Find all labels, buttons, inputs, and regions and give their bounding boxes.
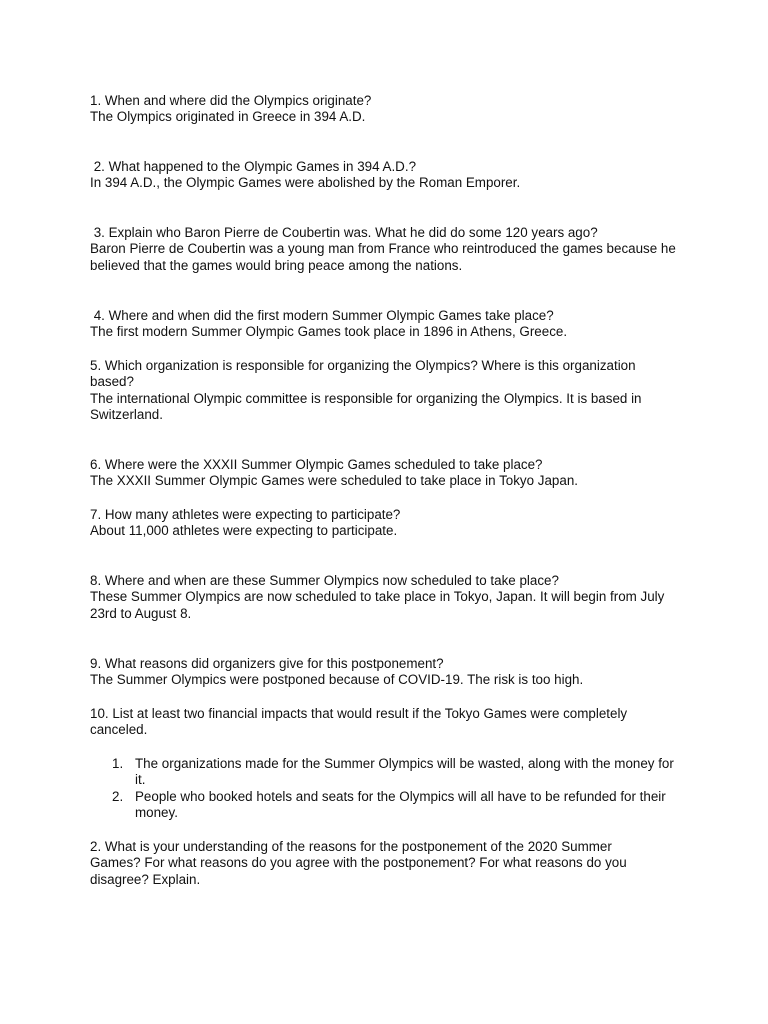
question-8: 8. Where and when are these Summer Olympics now scheduled to take place?	[90, 573, 559, 588]
question-9: 9. What reasons did organizers give for this postponement?	[90, 656, 444, 671]
list-item-text: People who booked hotels and seats for the Olympics will all have to be refunded for their money.	[135, 788, 666, 821]
answer-9: The Summer Olympics were postponed because of COVID-19. The risk is too high.	[90, 672, 584, 688]
question-5: 5. Which organization is responsible for organizing the Olympics? Where is this organization based?	[90, 358, 636, 390]
qa-block-6	[90, 457, 690, 490]
qa-block-10	[90, 706, 690, 739]
qa-block-9	[90, 656, 690, 689]
answer-6: The XXXII Summer Olympic Games were scheduled to take place in Tokyo Japan.	[90, 473, 578, 489]
answer-4: The first modern Summer Olympic Games took place in 1896 in Athens, Greece.	[90, 324, 568, 340]
question-1: 1. When and where did the Olympics originate?	[90, 93, 372, 108]
qa-block-final	[90, 839, 690, 888]
final-question: 2. What is your understanding of the reasons for the postponement of the 2020 Summer Games? For what reasons do you agree with the postponement? For what reasons do you disagree? Explain.	[90, 839, 627, 887]
qa-block-4	[90, 308, 690, 341]
answer-7: About 11,000 athletes were expecting to participate.	[90, 523, 398, 539]
list-item	[90, 789, 680, 822]
qa-block-8	[90, 573, 690, 622]
answer-8: These Summer Olympics are now scheduled to take place in Tokyo, Japan. It will begin from July 23rd to August 8.	[90, 589, 665, 621]
answer-2: In 394 A.D., the Olympic Games were abolished by the Roman Emporer.	[90, 175, 521, 191]
question-3: 3. Explain who Baron Pierre de Coubertin was. What he did do some 120 years ago?	[90, 225, 598, 240]
list-item-text: The organizations made for the Summer Olympics will be wasted, along with the money for it.	[135, 756, 674, 788]
qa-block-1	[90, 93, 690, 126]
question-2: 2. What happened to the Olympic Games in 394 A.D.?	[90, 159, 417, 174]
qa-block-5	[90, 358, 690, 424]
qa-block-7	[90, 507, 690, 540]
list-item	[90, 756, 680, 789]
list-item-number: 1.	[112, 756, 124, 771]
qa-block-3	[90, 225, 690, 274]
question-6: 6. Where were the XXXII Summer Olympic Games scheduled to take place?	[90, 457, 543, 472]
qa-block-2	[90, 159, 690, 192]
answer-5: The international Olympic committee is responsible for organizing the Olympics. It is based in Switzerland.	[90, 390, 642, 423]
financial-impacts-list	[90, 756, 690, 822]
list-item-number: 2.	[112, 788, 124, 804]
answer-3: Baron Pierre de Coubertin was a young man from France who reintroduced the games because he believed that the games would bring peace among the nations.	[90, 241, 676, 273]
question-4: 4. Where and when did the first modern Summer Olympic Games take place?	[90, 308, 554, 323]
question-10: 10. List at least two financial impacts that would result if the Tokyo Games were completely canceled.	[90, 706, 628, 738]
answer-1: The Olympics originated in Greece in 394 A.D.	[90, 109, 366, 125]
question-7: 7. How many athletes were expecting to participate?	[90, 507, 401, 522]
